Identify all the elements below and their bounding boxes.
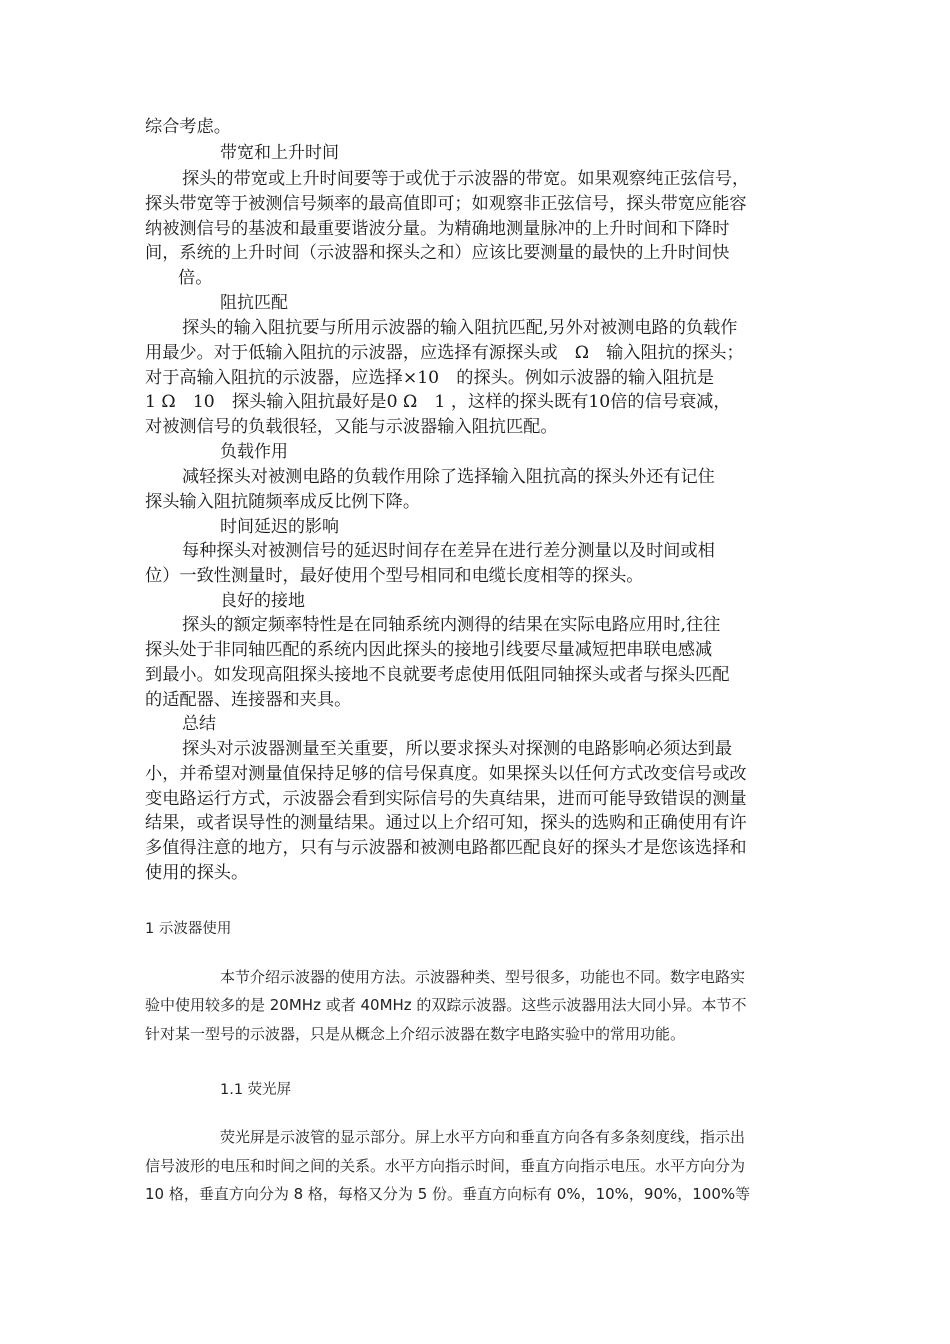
impedance-line-5: 对被测信号的负载很轻，又能与示波器输入阻抗匹配。 — [145, 417, 558, 437]
bandwidth-line-3: 纳被测信号的基波和最重要谐波分量。为精确地测量脉冲的上升时间和下降时 — [145, 219, 730, 239]
loading-line-1: 减轻探头对被测电路的负载作用除了选择输入阻抗高的探头外还有记住 — [182, 467, 715, 487]
grounding-line-2: 探头处于非同轴匹配的系统内因此探头的接地引线要尽量减短把串联电感减 — [145, 640, 713, 660]
bandwidth-line-4: 间，系统的上升时间（示波器和探头之和）应该比要测量的最快的上升时间快 — [145, 243, 730, 263]
heading-summary: 总结 — [182, 714, 216, 734]
grounding-line-1: 探头的额定频率特性是在同轴系统内测得的结果在实际电路应用时,往往 — [182, 615, 721, 635]
intro-line-3: 针对某一型号的示波器，只是从概念上介绍示波器在数字电路实验中的常用功能。 — [145, 1025, 686, 1043]
bandwidth-line-1: 探头的带宽或上升时间要等于或优于示波器的带宽。如果观察纯正弦信号， — [182, 169, 750, 189]
summary-line-3: 变电路运行方式，示波器会看到实际信号的失真结果，进而可能导致错误的测量 — [145, 789, 747, 809]
impedance-line-1: 探头的输入阻抗要与所用示波器的输入阻抗匹配,另外对被测电路的负载作 — [182, 318, 738, 338]
grounding-line-4: 的适配器、连接器和夹具。 — [145, 690, 352, 710]
impedance-line-4: 1 Ω 10 探头输入阻抗最好是0 Ω 1 ，这样的探头既有10倍的信号衰减， — [145, 392, 731, 412]
delay-line-1: 每种探头对被测信号的延迟时间存在差异在进行差分测量以及时间或相 — [182, 541, 715, 561]
screen-line-2: 信号波形的电压和时间之间的关系。水平方向指示时间，垂直方向指示电压。水平方向分为 — [145, 1157, 746, 1175]
heading-grounding: 良好的接地 — [220, 591, 305, 611]
intro-end-text: 综合考虑。 — [145, 117, 231, 137]
delay-line-2: 位）一致性测量时，最好使用个型号相同和电缆长度相等的探头。 — [145, 566, 644, 586]
summary-line-1: 探头对示波器测量至关重要，所以要求探头对探测的电路影响必须达到最 — [182, 739, 733, 759]
screen-line-3: 10 格，垂直方向分为 8 格，每格又分为 5 份。垂直方向标有 0%，10%，90%，100%等 — [145, 1185, 751, 1203]
grounding-line-3: 到最小。如发现高阻探头接地不良就要考虑使用低阻同轴探头或者与探头匹配 — [145, 665, 730, 685]
intro-line-2: 验中使用较多的是 20MHz 或者 40MHz 的双踪示波器。这些示波器用法大同小异。本节不 — [145, 996, 747, 1014]
impedance-line-2: 用最少。对于低输入阻抗的示波器，应选择有源探头或 Ω 输入阻抗的探头； — [145, 343, 744, 363]
screen-line-1: 荧光屏是示波管的显示部分。屏上水平方向和垂直方向各有多条刻度线，指示出 — [220, 1128, 746, 1146]
impedance-line-3: 对于高输入阻抗的示波器，应选择×10 的探头。例如示波器的输入阻抗是 — [145, 368, 715, 388]
bandwidth-line-5: 倍。 — [178, 268, 213, 288]
summary-line-2: 小，并希望对测量值保持足够的信号保真度。如果探头以任何方式改变信号或改 — [145, 764, 747, 784]
bandwidth-line-2: 探头带宽等于被测信号频率的最高值即可；如观察非正弦信号，探头带宽应能容 — [145, 194, 747, 214]
summary-line-4: 结果，或者误导性的测量结果。通过以上介绍可知，探头的选购和正确使用有许 — [145, 813, 747, 833]
intro-line-1: 本节介绍示波器的使用方法。示波器种类、型号很多，功能也不同。数字电路实 — [220, 968, 746, 986]
section-heading: 1 示波器使用 — [145, 921, 232, 937]
heading-loading: 负载作用 — [220, 442, 288, 462]
loading-line-2: 探头输入阻抗随频率成反比例下降。 — [145, 492, 421, 512]
subsection-heading: 1.1 荧光屏 — [220, 1082, 292, 1098]
heading-impedance: 阻抗匹配 — [220, 293, 288, 313]
heading-delay: 时间延迟的影响 — [220, 517, 339, 537]
summary-line-5: 多值得注意的地方，只有与示波器和被测电路都匹配良好的探头才是您该选择和 — [145, 838, 747, 858]
heading-bandwidth: 带宽和上升时间 — [220, 143, 339, 163]
summary-line-6: 使用的探头。 — [145, 863, 249, 883]
